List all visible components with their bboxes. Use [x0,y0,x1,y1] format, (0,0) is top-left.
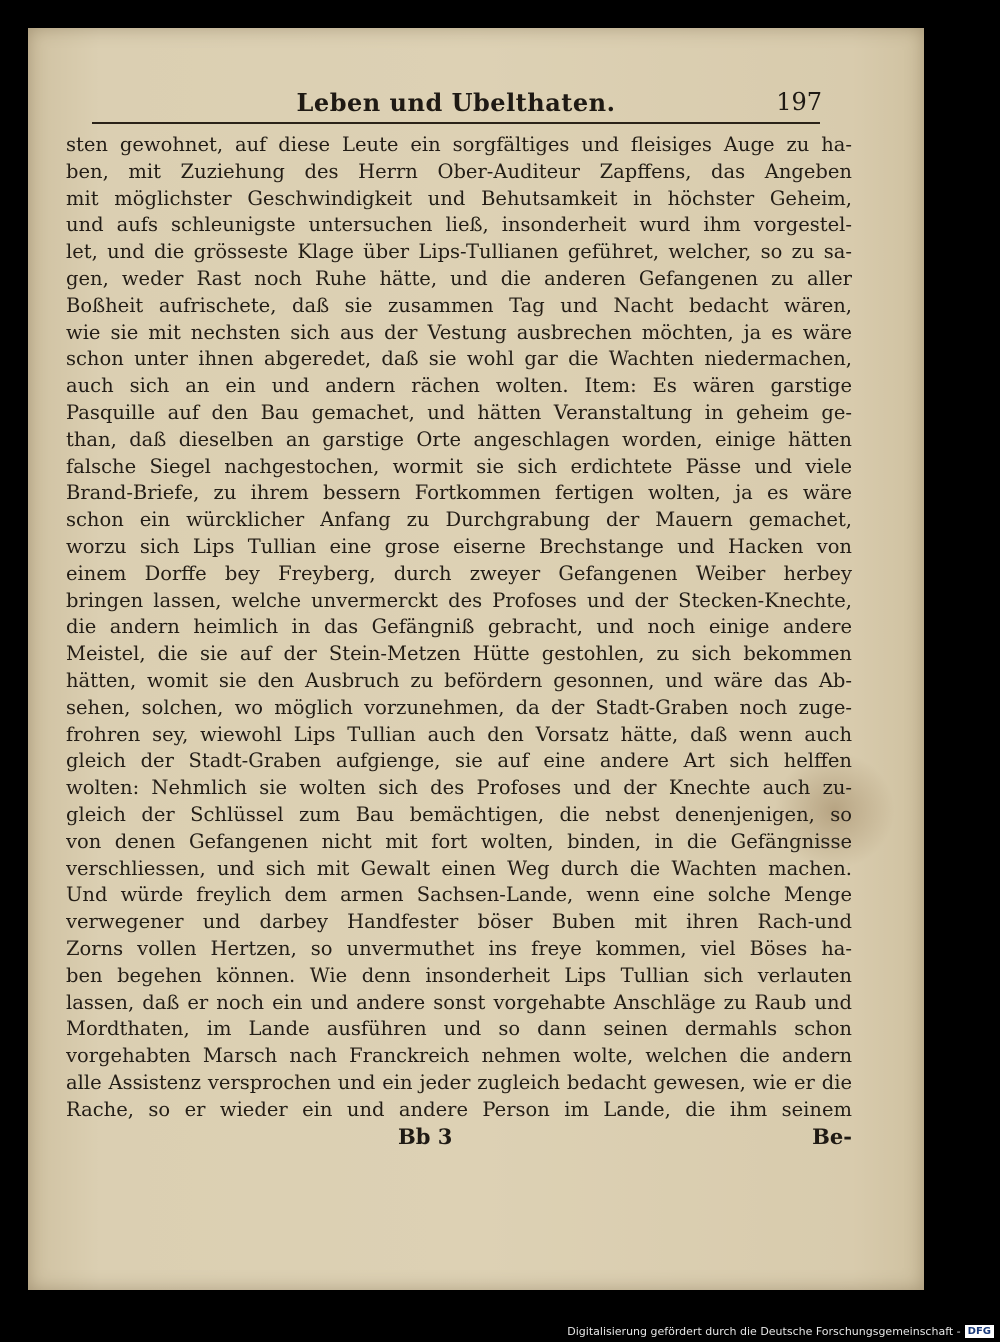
book-page [28,28,924,1290]
text-line: Rache, so er wieder ein und andere Person im Lande, die ihm seinem [66,1097,852,1121]
text-line: lassen, daß er noch ein und andere sonst vorgehabte Anschläge zu Raub und [66,990,852,1014]
text-line: einem Dorffe bey Freyberg, durch zweyer Gefangenen Weiber herbey [66,561,852,585]
body-text [66,132,852,1123]
dfg-logo: DFG [965,1325,994,1338]
text-line: ben, mit Zuziehung des Herrn Ober-Auditeur Zapffens, das Angeben [66,159,852,183]
text-line: sehen, solchen, wo möglich vorzunehmen, da der Stadt-Graben noch zuge- [66,695,852,719]
text-line: gen, weder Rast noch Ruhe hätte, und die anderen Gefangenen zu aller [66,266,852,290]
text-line: auch sich an ein und andern rächen wolten. Item: Es wären garstige [66,374,852,398]
catchword: Be- [812,1124,852,1149]
text-line: vorgehabten Marsch nach Franckreich nehmen wolte, welchen die andern [66,1044,852,1068]
text-line: bringen lassen, welche unvermerckt des Profoses und der Stecken-Knechte, [66,588,852,612]
text-line: than, daß dieselben an garstige Orte angeschlagen worden, einige hätten [66,427,852,451]
text-line: verwegener und darbey Handfester böser Buben mit ihren Rach-und [66,910,852,934]
credit-text: Digitalisierung gefördert durch die Deutsche Forschungsgemeinschaft - [567,1325,961,1338]
text-line: gleich der Stadt-Graben aufgienge, sie auf eine andere Art sich helffen [66,749,852,773]
text-line: falsche Siegel nachgestochen, wormit sie sich erdichtete Pässe und viele [66,454,852,478]
text-line: let, und die grösseste Klage über Lips-Tullianen geführet, welcher, so zu sa- [66,240,852,264]
page-header [92,86,820,124]
text-line: Brand-Briefe, zu ihrem bessern Fortkommen fertigen wolten, ja es wäre [66,481,852,505]
page-footer [66,1124,852,1154]
text-line: wie sie mit nechsten sich aus der Vestung ausbrechen möchten, ja es wäre [66,320,852,344]
text-line: und aufs schleunigste untersuchen ließ, insonderheit wurd ihm vorgestel- [66,213,852,237]
text-line: Pasquille auf den Bau gemachet, und hätten Veranstaltung in geheim ge- [66,400,852,424]
text-line: hätten, womit sie den Ausbruch zu befördern gesonnen, und wäre das Ab- [66,668,852,692]
text-line: Boßheit aufrischete, daß sie zusammen Tag und Nacht bedacht wären, [66,293,852,317]
text-line: die andern heimlich in das Gefängniß gebracht, und noch einige andere [66,615,852,639]
running-title: Leben und Ubelthaten. [296,88,616,117]
text-line: ben begehen können. Wie denn insonderheit Lips Tullian sich verlauten [66,963,852,987]
text-line: von denen Gefangenen nicht mit fort wolten, binden, in die Gefängnisse [66,829,852,853]
text-line: frohren sey, wiewohl Lips Tullian auch den Vorsatz hätte, daß wenn auch [66,722,852,746]
text-line: sten gewohnet, auf diese Leute ein sorgfältiges und fleisiges Auge zu ha- [66,133,852,156]
text-line: Zorns vollen Hertzen, so unvermuthet ins freye kommen, viel Böses ha- [66,936,852,960]
text-line: worzu sich Lips Tullian eine grose eiserne Brechstange und Hacken von [66,534,852,558]
signature-mark: Bb 3 [398,1124,453,1149]
page-number: 197 [776,88,822,116]
text-line: verschliessen, und sich mit Gewalt einen Weg durch die Wachten machen. [66,856,852,880]
text-line: mit möglichster Geschwindigkeit und Behutsamkeit in höchster Geheim, [66,186,852,210]
text-line: gleich der Schlüssel zum Bau bemächtigen, die nebst denenjenigen, so [66,802,852,826]
text-line: Mordthaten, im Lande ausführen und so dann seinen dermahls schon [66,1017,852,1041]
text-line: wolten: Nehmlich sie wolten sich des Profoses und der Knechte auch zu- [66,776,852,800]
text-line: schon unter ihnen abgeredet, daß sie wohl gar die Wachten niedermachen, [66,347,852,371]
text-line: schon ein würcklicher Anfang zu Durchgrabung der Mauern gemachet, [66,508,852,532]
text-line: alle Assistenz versprochen und ein jeder zugleich bedacht gewesen, wie er die [66,1070,852,1094]
text-line: Meistel, die sie auf der Stein-Metzen Hütte gestohlen, zu sich bekommen [66,642,852,666]
digitization-credit [567,1325,994,1338]
text-line: Und würde freylich dem armen Sachsen-Lande, wenn eine solche Menge [66,883,852,907]
